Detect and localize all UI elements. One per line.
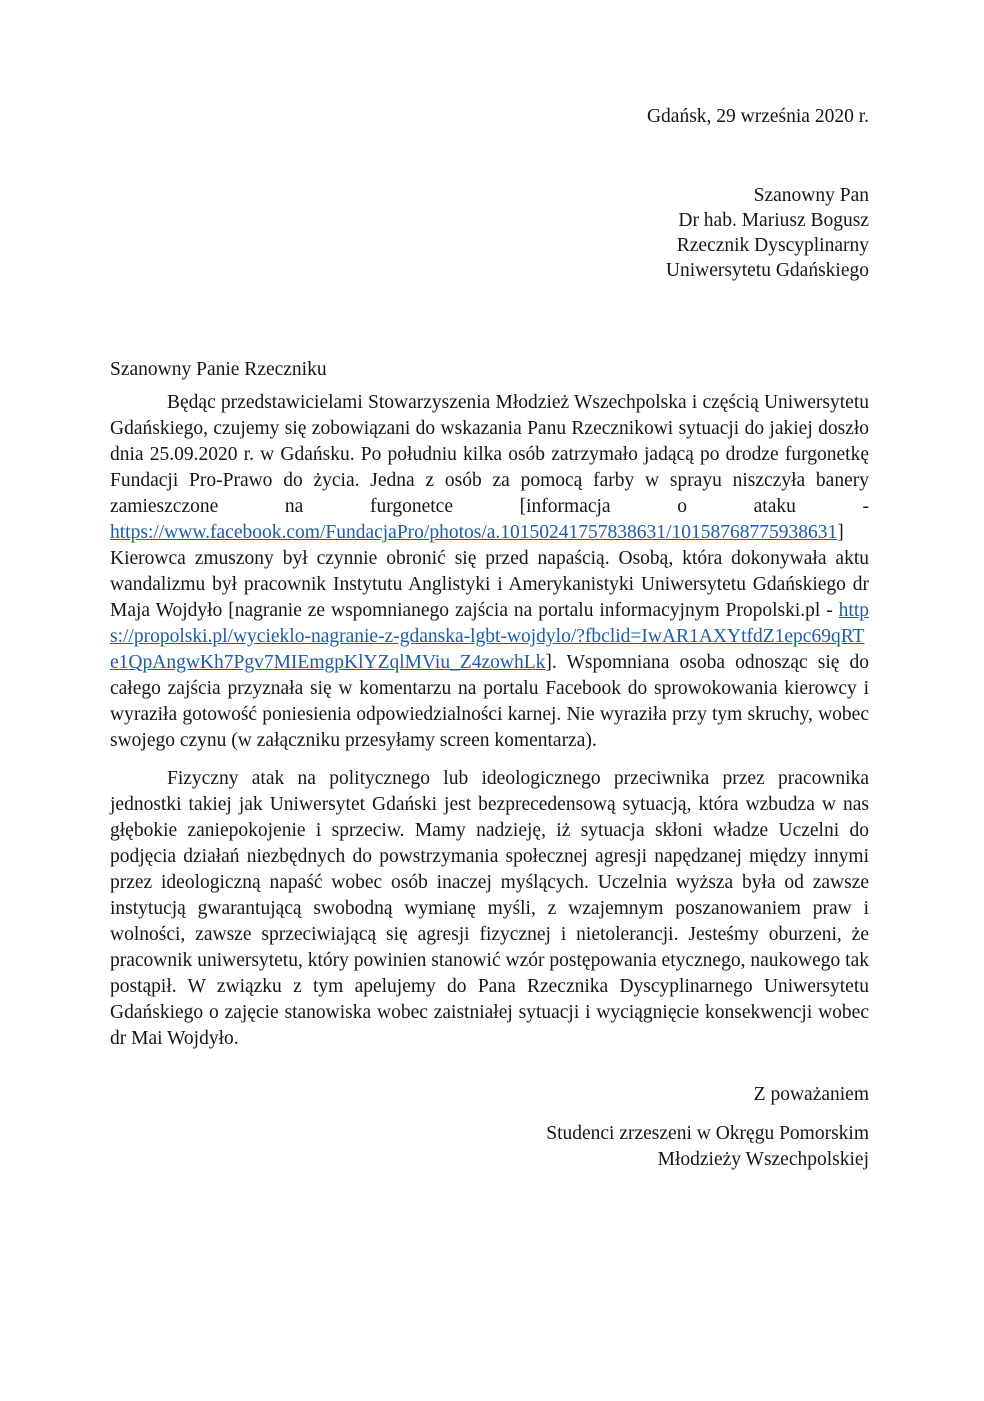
hyperlink[interactable]: https://www.facebook.com/FundacjaPro/photos/a.10150241757838631/10158768775938631: [110, 522, 838, 543]
signature-line: Młodzieży Wszechpolskiej: [657, 1149, 869, 1170]
body-paragraph-1: [110, 390, 869, 754]
hyperlink[interactable]: https://propolski.pl/wycieklo-nagranie-z-gdanska-lgbt-wojdylo/?fbclid=IwAR1AXYtfdZ1epc69qRTe1QpAngwKh7Pgv7MIEmgpKlYZqlMViu_Z4zowhLk: [110, 600, 869, 673]
signature-line: Studenci zrzeszeni w Okręgu Pomorskim: [546, 1123, 869, 1144]
paragraph-text: ] Kierowca zmuszony był czynnie obronić się przed napaścią. Osobą, która dokonywała aktu wandalizmu był pracownik Instytutu Anglistyki i Amerykanistyki Uniwersytetu Gdańskiego dr Maja Wojdyło [nagranie ze wspomnianego zajścia na portalu informacyjnym Propolski.pl -: [110, 522, 869, 621]
body-paragraph-2: [110, 766, 869, 1052]
paragraph-text: Fizyczny atak na politycznego lub ideologicznego przeciwnika przez pracownika jednostki takiej jak Uniwersytet Gdański jest bezprecedensową sytuacją, która wzbudza w nas głębokie zaniepokojenie i sprzeciw. Mamy nadzieję, iż sytuacja skłoni władze Uczelni do podjęcia działań niezbędnych do powstrzymania społecznej agresji napędzanej między innymi przez ideologiczną napaść wobec osób inaczej myślących. Uczelnia wyższa była od zawsze instytucją gwarantującą swobodną wymianę myśli, z wzajemnym poszanowaniem praw i wolności, zawsze sprzeciwiającą się agresji fizycznej i nietolerancji. Jesteśmy oburzeni, że pracownik uniwersytetu, który powinien stanowić wzór postępowania etycznego, naukowego tak postąpił. W związku z tym apelujemy do Pana Rzecznika Dyscyplinarnego Uniwersytetu Gdańskiego o zajęcie stanowiska wobec zaistniałej sytuacji i wyciągnięcie konsekwencji wobec dr Mai Wojdyło.: [110, 768, 869, 1049]
recipient-line: Uniwersytetu Gdańskiego: [665, 260, 869, 281]
recipient-block: [110, 183, 869, 283]
salutation: Szanowny Panie Rzeczniku: [110, 359, 327, 380]
recipient-line: Dr hab. Mariusz Bogusz: [678, 210, 869, 231]
date-line: Gdańsk, 29 września 2020 r.: [646, 106, 869, 127]
paragraph-text: ]. Wspomniana osoba odnosząc się do całego zajścia przyznała się w komentarzu na portalu Facebook do sprowokowania kierowcy i wyraziła gotowość poniesienia odpowiedzialności karnej. Nie wyraziła przy tym skruchy, wobec swojego czynu (w załączniku przesyłamy screen komentarza).: [110, 652, 869, 751]
recipient-line: Szanowny Pan: [753, 185, 869, 206]
closing-phrase: Z poważaniem: [753, 1084, 869, 1105]
signature-block: [110, 1121, 869, 1173]
paragraph-text: Będąc przedstawicielami Stowarzyszenia Młodzież Wszechpolska i częścią Uniwersytetu Gdańskiego, czujemy się zobowiązani do wskazania Panu Rzecznikowi sytuacji do jakiej doszło dnia 25.09.2020 r. w Gdańsku. Po południu kilka osób zatrzymało jadącą po drodze furgonetkę Fundacji Pro-Prawo do życia. Jedna z osób za pomocą farby w sprayu niszczyła banery zamieszczone na furgonetce [informacja o ataku -: [110, 392, 869, 517]
recipient-line: Rzecznik Dyscyplinarny: [676, 235, 869, 256]
